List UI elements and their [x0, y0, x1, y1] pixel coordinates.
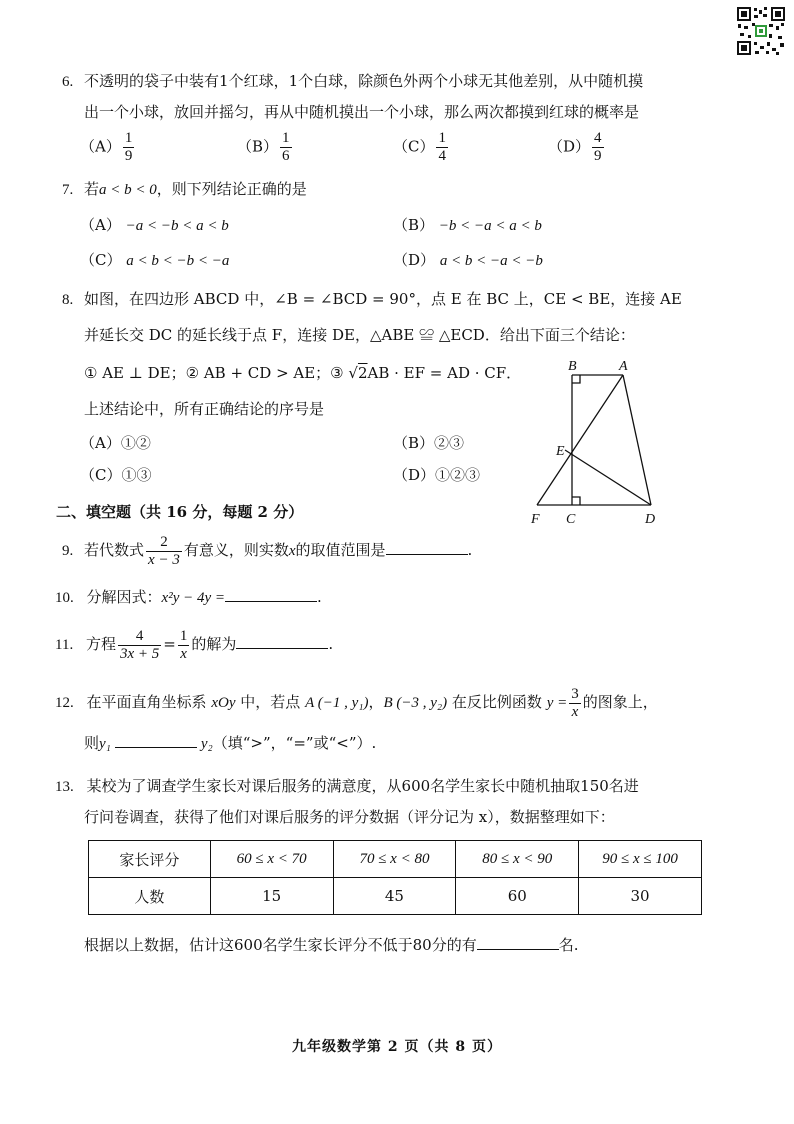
- q6-option-c[interactable]: （C） $\frac{1}{4}$: [393, 130, 446, 164]
- q8-conclusions: ① AE ⊥ DE；② AB + CD > AE；③ √2AB · EF = AD · CF．: [84, 364, 522, 382]
- page-footer: 九年级数学第 2 页（共 8 页）: [292, 1039, 502, 1055]
- segment-ad: [623, 375, 651, 505]
- q8-option-b[interactable]: （B）②③: [393, 434, 465, 452]
- section-fill-in-title: 二、填空题（共 16 分，每题 2 分）: [56, 503, 304, 521]
- q10: 10. 分解因式：x²y − 4y = .: [55, 588, 322, 606]
- q12-answer-blank[interactable]: [115, 733, 197, 748]
- q11-answer-blank[interactable]: [236, 634, 328, 649]
- table-header-cell: 70 ≤ x < 80: [333, 841, 456, 878]
- q13-score-table: [88, 840, 702, 915]
- q6-number: 6.: [62, 74, 74, 90]
- table-row-label: 人数: [89, 878, 211, 915]
- q7-option-a[interactable]: （A） −a < −b < a < b: [80, 216, 229, 234]
- q13-line-2: 行问卷调查，获得了他们对课后服务的评分数据（评分记为 x），数据整理如下：: [84, 808, 615, 826]
- q8-option-d[interactable]: （D）①②③: [393, 466, 481, 484]
- table-header-row: [89, 841, 702, 878]
- right-angle-b: [572, 375, 580, 383]
- q8-line-4: 上述结论中，所有正确结论的序号是: [84, 400, 325, 418]
- table-cell: 30: [579, 878, 702, 915]
- q6-stem-line1: 不透明的袋子中装有1个红球，1个白球，除颜色外两个小球无其他差别，从中随机摸: [84, 72, 644, 90]
- q13-question: 根据以上数据，估计这600名学生家长评分不低于80分的有 名.: [84, 936, 579, 954]
- q9-answer-blank[interactable]: [386, 540, 468, 555]
- label-b: B: [568, 359, 577, 374]
- q8-option-c[interactable]: （C）①③: [80, 466, 152, 484]
- q7-option-c[interactable]: （C） a < b < −b < −a: [80, 251, 230, 269]
- qr-code-image: [736, 6, 786, 56]
- q6-option-b[interactable]: （B） $\frac{1}{6}$: [237, 130, 290, 164]
- q8-option-a[interactable]: （A）①②: [80, 434, 151, 452]
- q7-option-d[interactable]: （D） a < b < −a < −b: [393, 251, 543, 269]
- label-f: F: [531, 512, 540, 527]
- table-cell: 15: [210, 878, 333, 915]
- label-c: C: [566, 512, 576, 527]
- table-cell: 60: [456, 878, 579, 915]
- q8-line-1: 8. 如图，在四边形 ABCD 中，∠B = ∠BCD = 90°，点 E 在 BC 上，CE < BE，连接 AE: [62, 290, 682, 308]
- label-e: E: [556, 444, 565, 459]
- q13-answer-blank[interactable]: [477, 935, 559, 950]
- q11: 11. 方程 $\frac{4}{3x + 5}$ = $\frac{1}{x}$ 的解为 .: [55, 627, 334, 662]
- table-header-cell: 80 ≤ x < 90: [456, 841, 579, 878]
- q6-option-d[interactable]: （D） $\frac{4}{9}$: [548, 130, 602, 164]
- table-header-cell: 60 ≤ x < 70: [210, 841, 333, 878]
- q6-option-a[interactable]: （A） $\frac{1}{9}$: [80, 130, 133, 164]
- table-header-cell: 90 ≤ x ≤ 100: [579, 841, 702, 878]
- right-angle-c: [572, 497, 580, 505]
- q9: 9. 若代数式 $\frac{2}{x - 3}$ 有意义，则实数x的取值范围是 .: [62, 533, 473, 568]
- q10-answer-blank[interactable]: [225, 587, 317, 602]
- sqrt-symbol: √: [348, 364, 358, 382]
- q12-line-2: 则y₁ y₂（填“>”，“=”或“<”）.: [84, 734, 377, 752]
- table-cell: 45: [333, 878, 456, 915]
- q7-stem: 7. 若a < b < 0，则下列结论正确的是: [62, 180, 307, 198]
- table-row: [89, 878, 702, 915]
- q6-line-1: [62, 70, 643, 93]
- q8-line-2: 并延长交 DC 的延长线于点 F，连接 DE，△ABE ≌ △ECD．给出下面三个结论：: [84, 326, 635, 344]
- q12-line-1: 12. 在平面直角坐标系 xOy 中，若点 A (−1 , y₁)，B (−3 , y₂) 在反比例函数 y = $\frac{3}{x}$ 的图象上，: [55, 685, 658, 720]
- label-d: D: [645, 512, 656, 527]
- table-header-cell: 家长评分: [89, 841, 211, 878]
- q7-option-b[interactable]: （B） −b < −a < a < b: [393, 216, 542, 234]
- segment-af: [537, 375, 623, 505]
- label-a: A: [619, 359, 628, 374]
- q8-geometry-figure: [525, 355, 665, 530]
- q6-stem-line2: 出一个小球，放回并摇匀，再从中随机摸出一个小球，那么两次都摸到红球的概率是: [84, 103, 640, 121]
- q13-line-1: 13. 某校为了调查学生家长对课后服务的满意度，从600名学生家长中随机抽取150名进: [55, 777, 639, 795]
